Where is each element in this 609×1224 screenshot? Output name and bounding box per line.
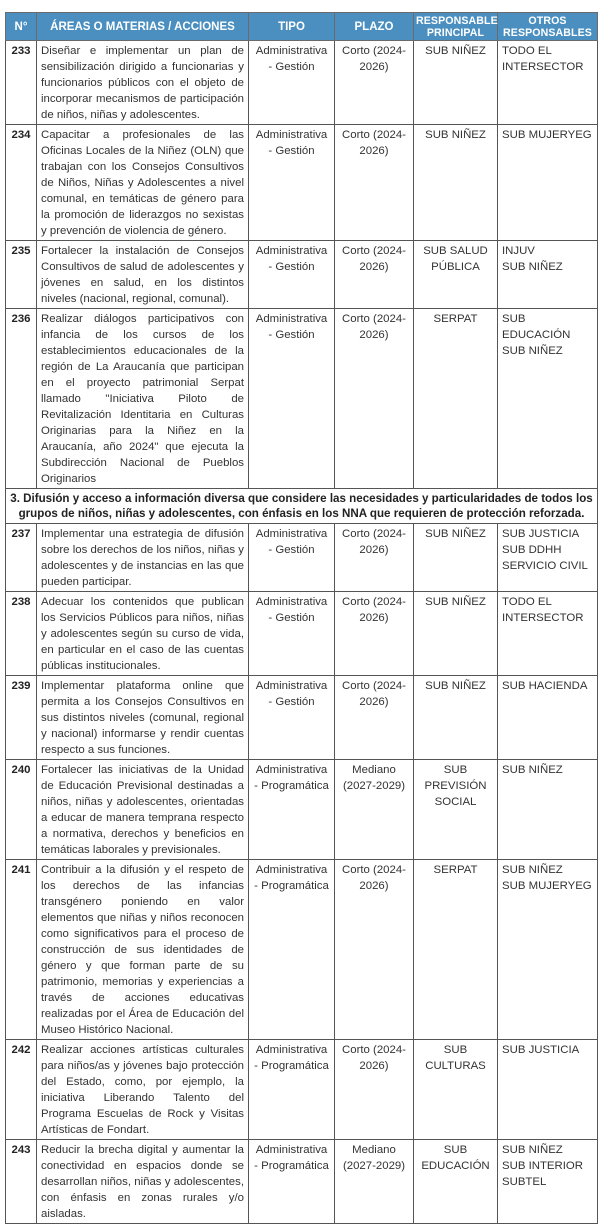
- tipo-cell: Administrativa - Gestión: [249, 125, 335, 241]
- table-row: [6, 860, 598, 1040]
- responsable-principal-cell: SUB NIÑEZ: [414, 592, 498, 676]
- header-otros-responsables: OTROS RESPONSABLES: [498, 13, 598, 41]
- action-description: Implementar una estrategia de difusión sobre los derechos de los niños, niñas y adolescentes y de instancias en las que pueden participar.: [37, 524, 249, 592]
- responsable-principal-cell: SUB NIÑEZ: [414, 125, 498, 241]
- table-row: [6, 41, 598, 125]
- otro-responsable: SUB JUSTICIA: [502, 1044, 580, 1056]
- row-number: 233: [6, 41, 37, 125]
- plazo-cell: Corto (2024-2026): [335, 676, 414, 760]
- otros-responsables-cell: [498, 41, 598, 125]
- plazo-cell: Mediano (2027-2029): [335, 1140, 414, 1224]
- table-row: [6, 241, 598, 309]
- otro-responsable: SUB NIÑEZ: [502, 345, 563, 357]
- table-row: [6, 524, 598, 592]
- table-row: [6, 676, 598, 760]
- header-num: N°: [6, 13, 37, 41]
- responsable-principal-cell: SUB SALUD PÚBLICA: [414, 241, 498, 309]
- table-header: [6, 13, 598, 41]
- tipo-cell: Administrativa - Gestión: [249, 524, 335, 592]
- otros-responsables-cell: [498, 760, 598, 860]
- plazo-cell: Corto (2024-2026): [335, 860, 414, 1040]
- table-row: [6, 125, 598, 241]
- otros-responsables-cell: [498, 592, 598, 676]
- action-description: Diseñar e implementar un plan de sensibilización dirigido a funcionarias y funcionarios públicos con el objeto de incorporar mecanismos de participación de niños, niñas y adolescentes.: [37, 41, 249, 125]
- row-number: 241: [6, 860, 37, 1040]
- header-responsable-principal: RESPONSABLE PRINCIPAL: [414, 13, 498, 41]
- responsable-principal-cell: SUB EDUCACIÓN: [414, 1140, 498, 1224]
- action-description: Realizar diálogos participativos con infancia de los cursos de los establecimientos educacionales de la región de La Araucanía que participan en el proyecto patrimonial Serpat llamado "Iniciativa Piloto de Revitalización Identitaria en Culturas Originarias para la Niñez en la Araucanía, año 2024" que ejecuta la Subdirección Nacional de Pueblos Originarios: [37, 309, 249, 489]
- otro-responsable: SUB EDUCACIÓN: [502, 313, 571, 341]
- otros-responsables-cell: [498, 524, 598, 592]
- otros-responsables-cell: [498, 1140, 598, 1224]
- action-description: Reducir la brecha digital y aumentar la conectividad en espacios donde se desarrollan niños, niñas y adolescentes, con énfasis en zonas rurales y/o aisladas.: [37, 1140, 249, 1224]
- row-number: 235: [6, 241, 37, 309]
- plazo-cell: Corto (2024-2026): [335, 1040, 414, 1140]
- row-number: 234: [6, 125, 37, 241]
- responsable-principal-cell: SUB NIÑEZ: [414, 524, 498, 592]
- responsable-principal-cell: SUB CULTURAS: [414, 1040, 498, 1140]
- tipo-cell: Administrativa - Programática: [249, 1140, 335, 1224]
- otro-responsable: SUB HACIENDA: [502, 680, 588, 692]
- table-body: [6, 41, 598, 489]
- otros-responsables-cell: [498, 860, 598, 1040]
- row-number: 240: [6, 760, 37, 860]
- action-description: Adecuar los contenidos que publican los Servicios Públicos para niños, niñas y adolescentes según su curso de vida, en particular en el caso de las cuentas públicas institucionales.: [37, 592, 249, 676]
- tipo-cell: Administrativa - Gestión: [249, 676, 335, 760]
- document-page: [5, 12, 597, 1224]
- otro-responsable: SUB NIÑEZ: [502, 1144, 563, 1156]
- otro-responsable: SUB NIÑEZ: [502, 864, 563, 876]
- otro-responsable: SUB INTERIOR: [502, 1160, 584, 1172]
- header-tipo: TIPO: [249, 13, 335, 41]
- plazo-cell: Corto (2024-2026): [335, 125, 414, 241]
- tipo-cell: Administrativa - Gestión: [249, 41, 335, 125]
- table-row: [6, 309, 598, 489]
- otro-responsable: INJUV: [502, 245, 535, 257]
- tipo-cell: Administrativa - Programática: [249, 760, 335, 860]
- action-description: Capacitar a profesionales de las Oficinas Locales de la Niñez (OLN) que trabajan con los Consejos Consultivos de Niños, Niñas y Adolescentes a nivel comunal, en temáticas de género para la promoción de liderazgos no sexistas y prevención de violencia de género.: [37, 125, 249, 241]
- action-plan-table: [5, 12, 598, 1224]
- action-description: Realizar acciones artísticas culturales para niños/as y jóvenes bajo protección del Estado, como, por ejemplo, la iniciativa Liberando Talento del Programa Escuelas de Rock y Visitas Artísticas de Fondart.: [37, 1040, 249, 1140]
- table-row: [6, 592, 598, 676]
- row-number: 236: [6, 309, 37, 489]
- tipo-cell: Administrativa - Gestión: [249, 592, 335, 676]
- plazo-cell: Corto (2024-2026): [335, 592, 414, 676]
- row-number: 238: [6, 592, 37, 676]
- otro-responsable: SUB JUSTICIA: [502, 528, 580, 540]
- section-row: [6, 489, 598, 524]
- tipo-cell: Administrativa - Programática: [249, 860, 335, 1040]
- section-title: 3. Difusión y acceso a información diversa que considere las necesidades y particularidades de todos los grupos de niños, niñas y adolescentes, con énfasis en los NNA que requieren de protección reforzada.: [6, 489, 598, 524]
- otro-responsable: TODO EL INTERSECTOR: [502, 596, 584, 624]
- otro-responsable: SUB MUJERYEG: [502, 129, 592, 141]
- action-description: Implementar plataforma online que permita a los Consejos Consultivos en sus distintos niveles (comunal, regional y nacional) informarse y rendir cuentas respecto a sus funciones.: [37, 676, 249, 760]
- action-description: Contribuir a la difusión y el respeto de los derechos de las infancias transgénero poniendo en valor elementos que niñas y niños reconocen como significativos para el proceso de construcción de sus identidades de género y que forman parte de su patrimonio, memorias y experiencias a través de acciones educativas realizadas por el Área de Educación del Museo Histórico Nacional.: [37, 860, 249, 1040]
- action-description: Fortalecer la instalación de Consejos Consultivos de salud de adolescentes y jóvenes en salud, en los distintos niveles (nacional, regional, comunal).: [37, 241, 249, 309]
- plazo-cell: Corto (2024-2026): [335, 241, 414, 309]
- otro-responsable: SUB MUJERYEG: [502, 880, 592, 892]
- otro-responsable: SUB NIÑEZ: [502, 764, 563, 776]
- tipo-cell: Administrativa - Gestión: [249, 309, 335, 489]
- responsable-principal-cell: SUB NIÑEZ: [414, 41, 498, 125]
- table-row: [6, 1040, 598, 1140]
- plazo-cell: Mediano (2027-2029): [335, 760, 414, 860]
- section-body: [6, 489, 598, 524]
- table-row: [6, 760, 598, 860]
- row-number: 243: [6, 1140, 37, 1224]
- otros-responsables-cell: [498, 125, 598, 241]
- otro-responsable: SUB DDHH: [502, 544, 562, 556]
- tipo-cell: Administrativa - Gestión: [249, 241, 335, 309]
- row-number: 242: [6, 1040, 37, 1140]
- otro-responsable: SUB NIÑEZ: [502, 261, 563, 273]
- otros-responsables-cell: [498, 309, 598, 489]
- tipo-cell: Administrativa - Programática: [249, 1040, 335, 1140]
- plazo-cell: Corto (2024-2026): [335, 41, 414, 125]
- plazo-cell: Corto (2024-2026): [335, 309, 414, 489]
- responsable-principal-cell: SERPAT: [414, 860, 498, 1040]
- responsable-principal-cell: SERPAT: [414, 309, 498, 489]
- header-plazo: PLAZO: [335, 13, 414, 41]
- otro-responsable: TODO EL INTERSECTOR: [502, 45, 584, 73]
- otros-responsables-cell: [498, 241, 598, 309]
- table-body-section-3: [6, 524, 598, 1224]
- table-row: [6, 1140, 598, 1224]
- otros-responsables-cell: [498, 676, 598, 760]
- plazo-cell: Corto (2024-2026): [335, 524, 414, 592]
- responsable-principal-cell: SUB PREVISIÓN SOCIAL: [414, 760, 498, 860]
- otros-responsables-cell: [498, 1040, 598, 1140]
- responsable-principal-cell: SUB NIÑEZ: [414, 676, 498, 760]
- action-description: Fortalecer las iniciativas de la Unidad de Educación Previsional destinadas a niños, niñas y adolescentes, orientadas a educar de manera temprana respecto a normativa, derechos y beneficios en temáticas laborales y previsionales.: [37, 760, 249, 860]
- otro-responsable: SERVICIO CIVIL: [502, 560, 588, 572]
- otro-responsable: SUBTEL: [502, 1176, 547, 1188]
- row-number: 239: [6, 676, 37, 760]
- header-action: ÁREAS O MATERIAS / ACCIONES: [37, 13, 249, 41]
- row-number: 237: [6, 524, 37, 592]
